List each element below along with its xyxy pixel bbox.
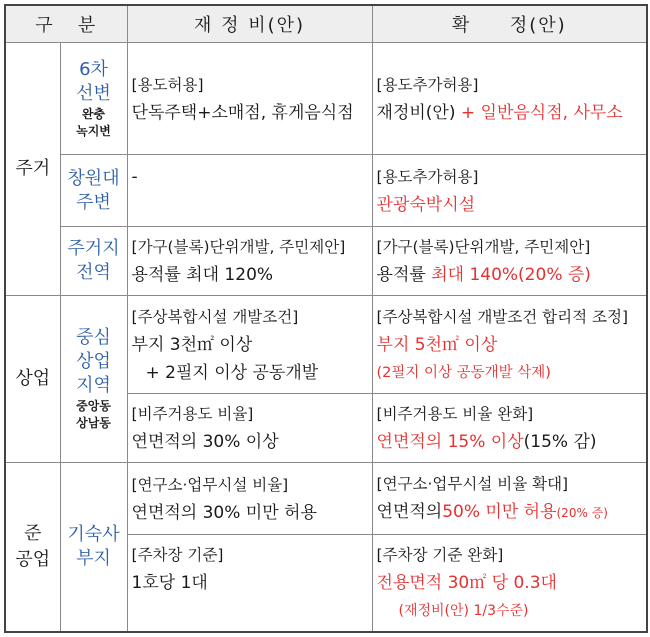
- subcategory-cell: [60, 463, 127, 633]
- plan-heading: [가구(블록)단위개발, 주민제안]: [131, 238, 346, 256]
- category-semi-industrial: [5, 463, 60, 633]
- table-row: [5, 463, 647, 535]
- final-heading: [연구소·업무시설 비율 확대]: [376, 475, 569, 493]
- final-highlight: (20% 증): [556, 506, 608, 520]
- final-cell: [372, 296, 647, 394]
- plan-cell: [127, 535, 372, 633]
- final-heading: [주차장 기준 완화]: [376, 546, 504, 564]
- subcategory-cell: [60, 296, 127, 463]
- subcategory-line: 주변: [76, 191, 111, 213]
- plan-heading: [비주거용도 비율]: [131, 405, 254, 423]
- subcategory-line: 상업: [76, 351, 111, 372]
- subcategory-note: 완충: [81, 106, 106, 121]
- plan-heading: [용도허용]: [131, 75, 204, 94]
- subcategory-line: 지역: [76, 375, 111, 396]
- category-line: 공업: [15, 549, 51, 570]
- subcategory-note: 녹지변: [76, 123, 111, 138]
- plan-text: 1호당 1대: [131, 573, 208, 593]
- header-plan: 재 정 비(안): [127, 5, 372, 43]
- final-highlight: 부지 5천㎡ 이상: [376, 334, 498, 355]
- subcategory-line: 중심: [76, 327, 111, 348]
- final-highlight: 최대 140%(20% 증): [431, 265, 591, 285]
- final-heading: [가구(블록)단위개발, 주민제안]: [376, 238, 591, 256]
- plan-text: 연면적의 30% 이상: [131, 432, 279, 452]
- final-cell: [372, 463, 647, 535]
- subcategory-line: 기숙사: [67, 524, 120, 545]
- header-final: 확 정(안): [372, 5, 647, 43]
- subcategory-line: 창원대: [67, 167, 120, 189]
- final-highlight: + 일반음식점, 사무소: [460, 102, 623, 123]
- table-row: [5, 155, 647, 227]
- final-cell: [372, 535, 647, 633]
- final-text: (15% 감): [523, 432, 597, 452]
- final-cell: [372, 155, 647, 227]
- final-highlight: (재정비(안) 1/3수준): [398, 603, 529, 619]
- table-row: [5, 296, 647, 394]
- subcategory-note: 상남동: [76, 416, 111, 430]
- plan-cell: [127, 463, 372, 535]
- final-highlight: (2필지 이상 공동개발 삭제): [376, 364, 551, 381]
- final-text: 재정비(안): [376, 102, 456, 123]
- final-highlight: 관광숙박시설: [376, 194, 476, 215]
- subcategory-cell: [60, 227, 127, 296]
- category-commercial: 상업: [5, 296, 60, 463]
- subcategory-line: 선변: [76, 82, 111, 104]
- subcategory-line: 주거지: [67, 238, 120, 259]
- plan-cell: [127, 155, 372, 227]
- plan-cell: [127, 43, 372, 155]
- final-highlight: 연면적의 15% 이상: [376, 432, 524, 452]
- subcategory-line: 부지: [76, 548, 111, 569]
- header-category: 구 분: [5, 5, 127, 43]
- plan-text: 단독주택+소매점, 휴게음식점: [131, 102, 354, 123]
- category-line: 준: [24, 523, 42, 544]
- plan-text: 부지 3천㎡ 이상: [131, 334, 253, 355]
- plan-text: 용적률 최대 120%: [131, 265, 274, 285]
- final-heading: [용도추가허용]: [376, 75, 479, 94]
- subcategory-line: 전역: [76, 262, 111, 283]
- final-text: 용적률: [376, 265, 426, 285]
- final-heading: [용도추가허용]: [376, 167, 479, 186]
- plan-cell: [127, 227, 372, 296]
- table-row: [5, 43, 647, 155]
- final-text: 연면적의: [376, 502, 443, 522]
- plan-text: -: [131, 167, 138, 187]
- plan-heading: [주차장 기준]: [131, 546, 224, 564]
- final-heading: [비주거용도 비율 완화]: [376, 405, 534, 423]
- plan-cell: [127, 296, 372, 394]
- plan-heading: [주상복합시설 개발조건]: [131, 307, 299, 326]
- final-cell: [372, 227, 647, 296]
- final-heading: [주상복합시설 개발조건 합리적 조정]: [376, 307, 628, 326]
- subcategory-cell: [60, 43, 127, 155]
- subcategory-line: 6차: [79, 58, 108, 80]
- plan-heading: [연구소·업무시설 비율]: [131, 475, 289, 494]
- plan-text: 연면적의 30% 미만 허용: [131, 502, 317, 523]
- table-row: [5, 227, 647, 296]
- final-cell: [372, 43, 647, 155]
- subcategory-cell: [60, 155, 127, 227]
- plan-text: + 2필지 이상 공동개발: [145, 362, 319, 383]
- plan-cell: [127, 394, 372, 463]
- final-highlight: 전용면적 30㎡ 당 0.3대: [376, 573, 557, 593]
- subcategory-note: 중앙동: [76, 399, 111, 413]
- final-cell: [372, 394, 647, 463]
- final-highlight: 50% 미만 허용: [442, 502, 557, 522]
- category-residential: 주거: [5, 43, 60, 296]
- zoning-comparison-table: [4, 4, 648, 633]
- header-row: [5, 5, 647, 43]
